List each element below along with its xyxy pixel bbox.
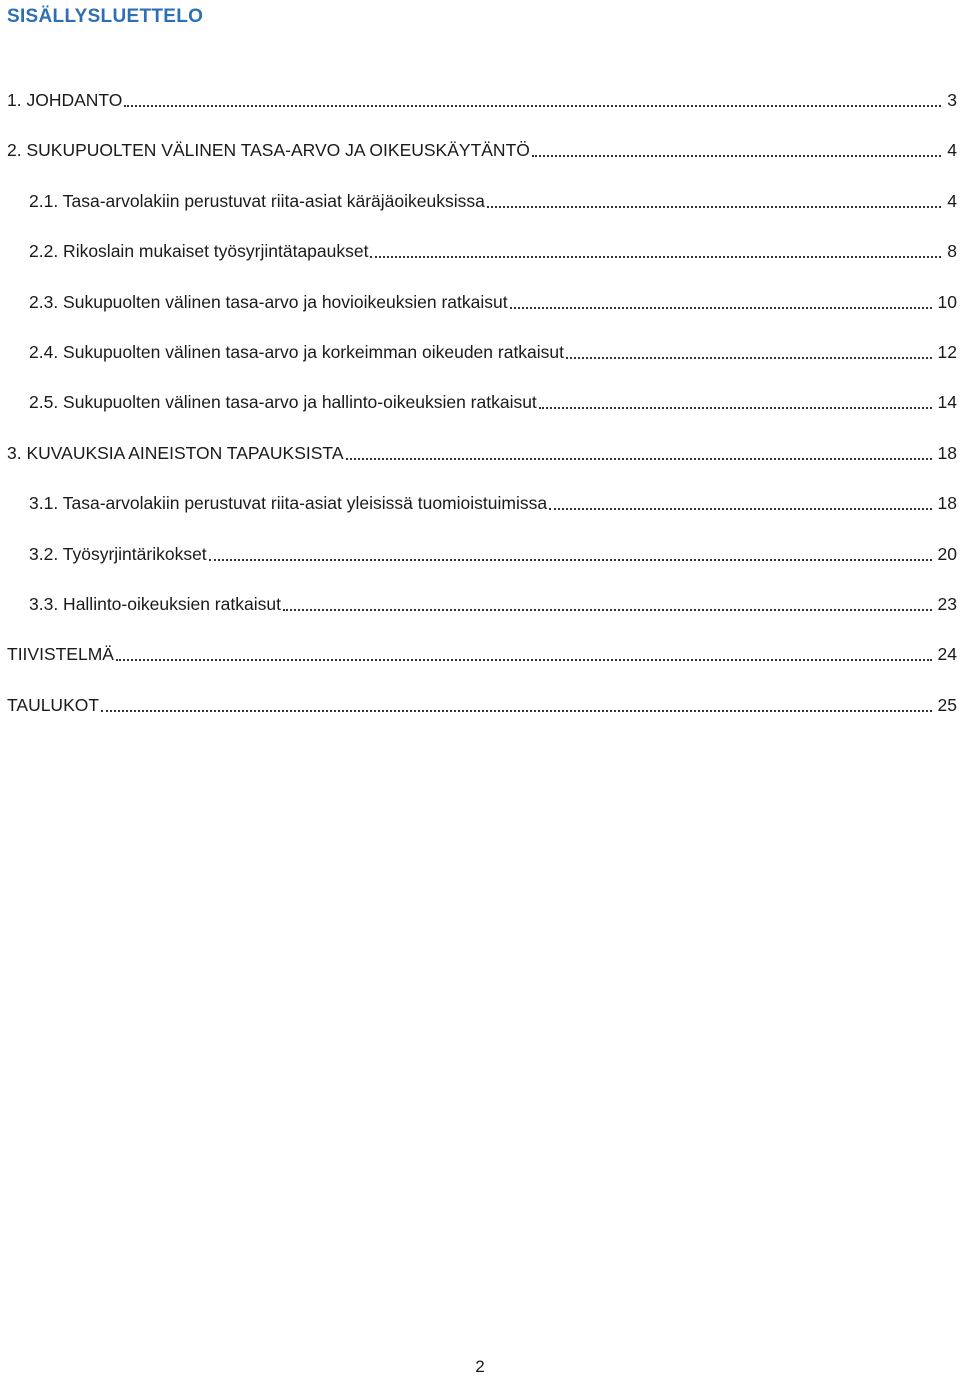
toc-entry-label: TAULUKOT: [7, 692, 101, 718]
toc-entry-label: 3.3. Hallinto-oikeuksien ratkaisut: [29, 591, 283, 617]
toc-entry-label: TIIVISTELMÄ: [7, 641, 116, 667]
toc-leader-dots: [566, 339, 932, 365]
toc-leader-dots: [539, 389, 932, 415]
toc-leader-dots: [116, 641, 932, 667]
toc-entry-2-2[interactable]: [0, 238, 960, 288]
toc-entry-page: 23: [932, 591, 957, 617]
toc-heading: SISÄLLYSLUETTELO: [7, 6, 204, 27]
toc-entry-page: 4: [941, 188, 957, 214]
toc-entry-2-1[interactable]: [0, 188, 960, 238]
toc-entry-label: 3.2. Työsyrjintärikokset: [29, 541, 209, 567]
toc-entry-taulukot[interactable]: [0, 692, 960, 742]
toc-entry-page: 10: [932, 289, 957, 315]
toc-leader-dots: [487, 188, 941, 214]
toc-leader-dots: [532, 137, 941, 163]
toc-entry-kuvauksia[interactable]: [0, 440, 960, 490]
toc-entry-tiivistelma[interactable]: [0, 641, 960, 691]
toc-entry-page: 8: [941, 238, 957, 264]
toc-entry-page: 20: [932, 541, 957, 567]
page-number: 2: [475, 1357, 485, 1376]
toc-entry-page: 4: [941, 137, 957, 163]
toc-leader-dots: [370, 238, 941, 264]
toc-entry-page: 3: [941, 87, 957, 113]
toc-leader-dots: [283, 591, 932, 617]
toc-entry-page: 14: [932, 389, 957, 415]
toc-entry-label: 2.5. Sukupuolten välinen tasa-arvo ja hallinto-oikeuksien ratkaisut: [29, 389, 539, 415]
toc-leader-dots: [346, 440, 932, 466]
toc-leader-dots: [549, 490, 931, 516]
toc-entry-3-1[interactable]: [0, 490, 960, 540]
toc-entry-page: 25: [932, 692, 957, 718]
toc-leader-dots: [124, 87, 941, 113]
toc-entry-3-3[interactable]: [0, 591, 960, 641]
toc-entry-johdanto[interactable]: [0, 87, 960, 137]
toc-entry-label: 2.3. Sukupuolten välinen tasa-arvo ja hovioikeuksien ratkaisut: [29, 289, 510, 315]
toc-entry-page: 24: [932, 641, 957, 667]
toc-entry-label: 3.1. Tasa-arvolakiin perustuvat riita-asiat yleisissä tuomioistuimissa: [29, 490, 549, 516]
toc-entry-label: 1. JOHDANTO: [7, 87, 124, 113]
toc-entry-3-2[interactable]: [0, 541, 960, 591]
toc-entry-label: 2.2. Rikoslain mukaiset työsyrjintätapaukset: [29, 238, 370, 264]
toc-entry-2-4[interactable]: [0, 339, 960, 389]
toc-leader-dots: [101, 692, 931, 718]
toc-entry-page: 18: [932, 440, 957, 466]
toc-entry-label: 2.4. Sukupuolten välinen tasa-arvo ja korkeimman oikeuden ratkaisut: [29, 339, 566, 365]
toc-entry-label: 2.1. Tasa-arvolakiin perustuvat riita-asiat käräjäoikeuksissa: [29, 188, 487, 214]
toc-entry-page: 12: [932, 339, 957, 365]
toc-list: [0, 87, 960, 742]
toc-entry-label: 3. KUVAUKSIA AINEISTON TAPAUKSISTA: [7, 440, 346, 466]
toc-entry-page: 18: [932, 490, 957, 516]
toc-leader-dots: [510, 289, 932, 315]
toc-entry-sukupuolten-tasa-arvo[interactable]: [0, 137, 960, 187]
toc-entry-2-5[interactable]: [0, 389, 960, 439]
toc-entry-label: 2. SUKUPUOLTEN VÄLINEN TASA-ARVO JA OIKEUSKÄYTÄNTÖ: [7, 137, 532, 163]
toc-leader-dots: [209, 541, 932, 567]
toc-entry-2-3[interactable]: [0, 289, 960, 339]
